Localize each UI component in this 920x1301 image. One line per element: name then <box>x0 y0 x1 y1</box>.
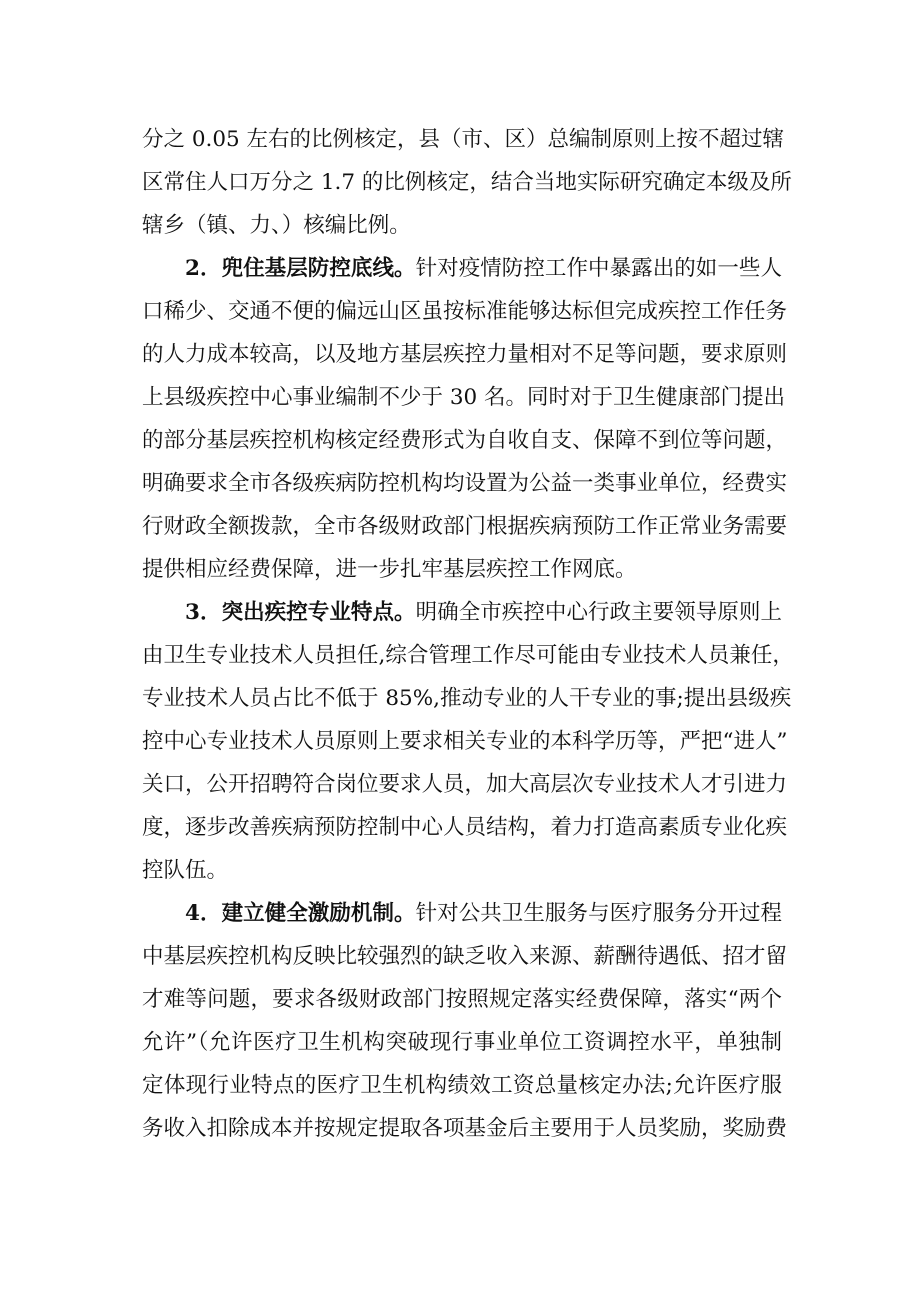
body-text: 行财政全额拨款，全市各级财政部门根据疾病预防工作正常业务需要 <box>142 514 788 539</box>
body-text: 上县级疾控中心事业编制不少于 30 名。同时对于卫生健康部门提出 <box>142 385 786 410</box>
text-line <box>142 297 788 327</box>
body-text: 务收入扣除成本并按规定提取各项基金后主要用于人员奖励，奖励费 <box>142 1116 788 1141</box>
paragraph-heading: 4．建立健全激励机制。 <box>185 901 416 926</box>
body-text: 的部分基层疾控机构核定经费形式为自收自支、保障不到位等问题， <box>142 428 788 453</box>
body-text: 允许”（允许医疗卫生机构突破现行事业单位工资调控水平，单独制 <box>142 1030 782 1055</box>
body-text: 控中心专业技术人员原则上要求相关专业的本科学历等，严把“进人” <box>142 729 788 754</box>
body-text: 针对公共卫生服务与医疗服务分开过程 <box>415 901 782 926</box>
body-text: 区常住人口万分之 1.7 的比例核定，结合当地实际研究确定本级及所 <box>142 170 792 195</box>
text-line <box>142 340 788 370</box>
text-line <box>142 383 786 413</box>
paragraph-heading: 2．兜住基层防控底线。 <box>185 256 416 281</box>
body-text: 明确全市疾控中心行政主要领导原则上 <box>415 600 782 625</box>
body-text: 口稀少、交通不便的偏远山区虽按标准能够达标但完成疾控工作任务 <box>142 299 788 324</box>
body-text: 分之 0.05 左右的比例核定，县（市、区）总编制原则上按不超过辖 <box>142 127 785 152</box>
text-line <box>142 125 785 155</box>
text-line <box>142 684 792 714</box>
text-line <box>142 770 788 800</box>
paragraph-first-line <box>185 598 782 628</box>
body-text: 控队伍。 <box>142 858 229 883</box>
body-text: 定体现行业特点的医疗卫生机构绩效工资总量核定办法;允许医疗服 <box>142 1073 782 1098</box>
text-line <box>142 641 794 671</box>
text-line <box>142 727 788 757</box>
text-line <box>142 512 788 542</box>
text-line <box>142 813 788 843</box>
text-line <box>142 856 782 886</box>
text-line <box>142 1028 782 1058</box>
body-text: 的人力成本较高，以及地方基层疾控力量相对不足等问题，要求原则 <box>142 342 788 367</box>
text-line <box>142 426 788 456</box>
body-text: 针对疫情防控工作中暴露出的如一些人 <box>415 256 782 281</box>
paragraph-first-line <box>185 254 782 284</box>
text-line <box>142 985 782 1015</box>
body-text: 辖乡（镇、力、）核编比例。 <box>142 213 411 238</box>
body-text: 度，逐步改善疾病预防控制中心人员结构，着力打造高素质专业化疾 <box>142 815 788 840</box>
text-line <box>142 211 782 241</box>
body-text: 由卫生专业技术人员担任,综合管理工作尽可能由专业技术人员兼任， <box>142 643 794 668</box>
body-text: 提供相应经费保障，进一步扎牢基层疾控工作网底。 <box>142 557 637 582</box>
body-text: 专业技术人员占比不低于 85%,推动专业的人干专业的事;提出县级疾 <box>142 686 792 711</box>
body-text: 才难等问题，要求各级财政部门按照规定落实经费保障，落实“两个 <box>142 987 782 1012</box>
paragraph-heading: 3．突出疾控专业特点。 <box>185 600 416 625</box>
body-text: 关口，公开招聘符合岗位要求人员，加大高层次专业技术人才引进力 <box>142 772 788 797</box>
text-line <box>142 1114 788 1144</box>
text-line <box>142 1071 782 1101</box>
paragraph-first-line <box>185 899 782 929</box>
body-text: 中基层疾控机构反映比较强烈的缺乏收入来源、薪酬待遇低、招才留 <box>142 944 788 969</box>
text-line <box>142 168 792 198</box>
body-text: 明确要求全市各级疾病防控机构均设置为公益一类事业单位，经费实 <box>142 471 788 496</box>
text-line <box>142 942 788 972</box>
text-line <box>142 555 782 585</box>
text-line <box>142 469 788 499</box>
